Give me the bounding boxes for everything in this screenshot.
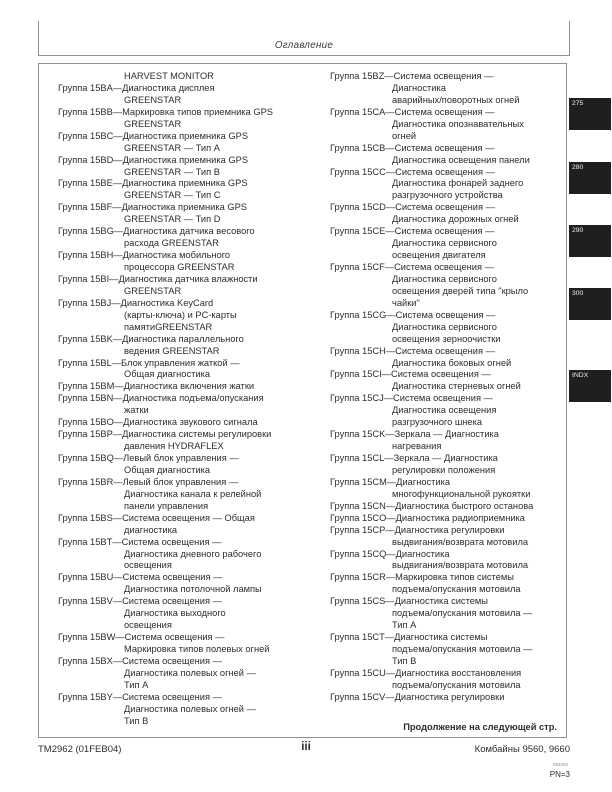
toc-line: Группа 15BX—Система освещения — bbox=[58, 655, 222, 666]
toc-line: выдвигания/возврата мотовила bbox=[392, 560, 529, 571]
toc-line: Группа 15CH—Система освещения — bbox=[330, 345, 495, 356]
toc-line: Тип A bbox=[124, 679, 149, 690]
toc-line: освещения двигателя bbox=[392, 250, 486, 261]
toc-line: чайки" bbox=[392, 297, 420, 308]
toc-line: Группа 15CN—Диагностика быстрого останова bbox=[330, 500, 534, 511]
toc-entry bbox=[58, 453, 310, 477]
toc-line: Группа 15BQ—Левый блок управления — bbox=[58, 453, 239, 463]
toc-entry bbox=[58, 381, 310, 393]
footer-pn-code: PN=3 bbox=[549, 770, 570, 779]
toc-line: Группа 15BH—Диагностика мобильного bbox=[58, 250, 231, 261]
side-tab-275: 275 bbox=[569, 98, 611, 130]
toc-line: Диагностика стерневых огней bbox=[392, 381, 521, 392]
toc-line: Группа 15CE—Система освещения — bbox=[330, 226, 495, 237]
toc-line: GREENSTAR — Тип D bbox=[124, 214, 221, 225]
toc-line: Группа 15CK—Зеркала — Диагностика bbox=[330, 429, 499, 440]
toc-entry bbox=[330, 262, 568, 310]
toc-line: Группа 15BA—Диагностика дисплея bbox=[58, 82, 215, 93]
toc-line: Группа 15BD—Диагностика приемника GPS bbox=[58, 154, 249, 165]
toc-line: Группа 15BK—Диагностика параллельного bbox=[58, 333, 244, 344]
toc-line: освещения дверей типа "крыло bbox=[392, 285, 529, 296]
toc-line: Группа 15CT—Диагностика системы bbox=[330, 632, 488, 643]
toc-entry bbox=[330, 346, 568, 370]
toc-line: Диагностика полевых огней — bbox=[124, 667, 256, 678]
toc-line: нагревания bbox=[392, 441, 442, 452]
toc-entry bbox=[58, 226, 310, 250]
toc-line: Диагностика дорожных огней bbox=[392, 214, 519, 225]
toc-line: разгрузочного шнека bbox=[392, 417, 483, 428]
toc-line: Группа 15BP—Диагностика системы регулировки bbox=[58, 429, 272, 440]
toc-entry bbox=[58, 83, 310, 107]
toc-line: Группа 15BB—Маркировка типов приемника GPS bbox=[58, 106, 273, 117]
toc-line: освещения bbox=[124, 560, 172, 571]
toc-line: подъема/опускания мотовила — bbox=[392, 608, 533, 619]
toc-line: Общая диагностика bbox=[124, 369, 211, 380]
footer-manual-code: TM2962 (01FEB04) bbox=[38, 744, 122, 755]
toc-line: регулировки положения bbox=[392, 464, 496, 475]
toc-entry bbox=[330, 453, 568, 477]
toc-line: Диагностика освещения bbox=[392, 405, 497, 416]
toc-line: Диагностика выходного bbox=[124, 608, 226, 619]
toc-entry bbox=[58, 131, 310, 155]
toc-entry bbox=[58, 429, 310, 453]
toc-line: Группа 15BZ—Система освещения — bbox=[330, 71, 494, 81]
toc-line: Группа 15CQ—Диагностика bbox=[330, 548, 450, 559]
toc-entry bbox=[58, 417, 310, 429]
toc-entry bbox=[58, 298, 310, 334]
toc-line: давления HYDRAFLEX bbox=[124, 441, 224, 452]
toc-line: ведения GREENSTAR bbox=[124, 345, 220, 356]
toc-line: Группа 15CF—Система освещения — bbox=[330, 262, 494, 272]
toc-entry bbox=[330, 692, 568, 704]
toc-line: Группа 15CP—Диагностика регулировки bbox=[330, 524, 505, 535]
footer-model-name: Комбайны 9560, 9660 bbox=[474, 744, 570, 755]
toc-line: процессора GREENSTAR bbox=[124, 262, 235, 272]
toc-line: Группа 15BI—Диагностика датчика влажности bbox=[58, 273, 258, 284]
header-box bbox=[38, 21, 570, 56]
toc-line: Группа 15CA—Система освещения — bbox=[330, 106, 495, 117]
toc-line: GREENSTAR bbox=[124, 285, 182, 296]
toc-line: Группа 15BJ—Диагностика KeyCard bbox=[58, 297, 214, 308]
toc-line: (карты-ключа) и PC-карты bbox=[124, 309, 237, 320]
toc-line: Группа 15BS—Система освещения — Общая bbox=[58, 512, 255, 523]
toc-line: Диагностика сервисного bbox=[392, 321, 497, 332]
toc-line: многофункциональной рукоятки bbox=[392, 488, 531, 499]
footer-print-code: 062204 bbox=[552, 762, 568, 767]
toc-line: Диагностика полевых огней — bbox=[124, 703, 256, 714]
toc-entry bbox=[330, 549, 568, 573]
toc-entry bbox=[330, 167, 568, 203]
toc-column-left bbox=[58, 71, 310, 728]
toc-line: Группа 15BC—Диагностика приемника GPS bbox=[58, 130, 249, 141]
toc-line: Группа 15BW—Система освещения — bbox=[58, 632, 225, 643]
toc-line: расхода GREENSTAR bbox=[124, 238, 219, 249]
toc-entry bbox=[330, 596, 568, 632]
toc-line: GREENSTAR — Тип B bbox=[124, 166, 220, 177]
toc-line: Диагностика сервисного bbox=[392, 273, 497, 284]
toc-line: Диагностика сервисного bbox=[392, 238, 497, 249]
toc-entry bbox=[330, 310, 568, 346]
toc-entry bbox=[330, 143, 568, 167]
toc-line: Группа 15BT—Система освещения — bbox=[58, 536, 222, 547]
toc-entry bbox=[58, 692, 310, 728]
toc-entry bbox=[58, 250, 310, 274]
toc-entry bbox=[330, 393, 568, 429]
toc-entry bbox=[330, 501, 568, 513]
toc-entry bbox=[58, 477, 310, 513]
toc-entry bbox=[58, 334, 310, 358]
footer-page-number: iii bbox=[301, 741, 311, 753]
toc-line: Группа 15CC—Система освещения — bbox=[330, 166, 495, 177]
toc-line: Тип B bbox=[124, 715, 149, 726]
toc-entry bbox=[58, 656, 310, 692]
toc-entry bbox=[58, 155, 310, 179]
toc-line: Диагностика bbox=[392, 82, 446, 93]
toc-line: Группа 15BE—Диагностика приемника GPS bbox=[58, 178, 248, 189]
side-tab-300: 300 bbox=[569, 288, 611, 320]
toc-entry bbox=[58, 107, 310, 131]
toc-line: Диагностика дневного рабочего bbox=[124, 548, 262, 559]
toc-entry bbox=[330, 525, 568, 549]
toc-line: памятиGREENSTAR bbox=[124, 321, 213, 332]
toc-line: Группа 15BM—Диагностика включения жатки bbox=[58, 381, 255, 392]
toc-line: Группа 15BG—Диагностика датчика весового bbox=[58, 226, 255, 237]
toc-line: Группа 15BN—Диагностика подъема/опускания bbox=[58, 393, 264, 404]
toc-entry bbox=[58, 393, 310, 417]
page-title: Оглавление bbox=[274, 40, 334, 51]
toc-line: Группа 15BY—Система освещения — bbox=[58, 691, 222, 702]
toc-line: Группа 15BF—Диагностика приемника GPS bbox=[58, 202, 247, 213]
toc-line: подъема/опускания мотовила bbox=[392, 679, 521, 690]
toc-line: выдвигания/возврата мотовила bbox=[392, 536, 529, 547]
toc-line: Тип B bbox=[392, 655, 417, 666]
toc-line: Группа 15CB—Система освещения — bbox=[330, 142, 495, 153]
toc-line: HARVEST MONITOR bbox=[124, 71, 214, 81]
toc-line: диагностика bbox=[124, 524, 178, 535]
toc-entry bbox=[58, 274, 310, 298]
toc-entry bbox=[58, 596, 310, 632]
toc-line: огней bbox=[392, 130, 417, 141]
toc-line: GREENSTAR — Тип C bbox=[124, 190, 221, 201]
toc-line: Группа 15CO—Диагностика радиоприемника bbox=[330, 512, 525, 523]
toc-line: разгрузочного устройства bbox=[392, 190, 503, 201]
toc-entry bbox=[58, 358, 310, 382]
toc-line: Группа 15CJ—Система освещения — bbox=[330, 393, 493, 404]
toc-box bbox=[38, 63, 567, 738]
toc-entry bbox=[58, 202, 310, 226]
toc-line: Группа 15CS—Диагностика системы bbox=[330, 596, 488, 607]
toc-entry bbox=[330, 513, 568, 525]
toc-line: Тип A bbox=[392, 620, 417, 631]
toc-entry bbox=[58, 572, 310, 596]
toc-entry bbox=[330, 202, 568, 226]
toc-line: GREENSTAR — Тип A bbox=[124, 142, 220, 153]
toc-line: подъема/опускания мотовила — bbox=[392, 644, 533, 654]
toc-line: GREENSTAR bbox=[124, 94, 182, 105]
toc-line: панели управления bbox=[124, 500, 209, 511]
toc-line: Группа 15CI—Система освещения — bbox=[330, 369, 491, 380]
toc-entry bbox=[58, 632, 310, 656]
toc-line: Группа 15CL—Зеркала — Диагностика bbox=[330, 453, 498, 463]
toc-entry bbox=[58, 513, 310, 537]
toc-entry bbox=[58, 178, 310, 202]
side-tab-280: 280 bbox=[569, 162, 611, 194]
toc-line: Диагностика опознавательных bbox=[392, 118, 524, 129]
toc-entry bbox=[330, 71, 568, 107]
toc-entry bbox=[330, 668, 568, 692]
toc-line: Группа 15BL—Блок управления жаткой — bbox=[58, 357, 240, 368]
toc-line: Общая диагностика bbox=[124, 464, 211, 475]
toc-line: Группа 15CD—Система освещения — bbox=[330, 202, 495, 213]
toc-line: подъема/опускания мотовила bbox=[392, 584, 521, 595]
toc-line: Группа 15CG—Система освещения — bbox=[330, 309, 496, 320]
toc-entry bbox=[330, 572, 568, 596]
toc-entry bbox=[330, 107, 568, 143]
toc-line: жатки bbox=[124, 405, 149, 416]
toc-entry bbox=[58, 71, 310, 83]
toc-line: Группа 15BO—Диагностика звукового сигнала bbox=[58, 417, 258, 428]
toc-line: Группа 15CV—Диагностика регулировки bbox=[330, 691, 505, 702]
side-tab-290: 290 bbox=[569, 225, 611, 257]
continued-note: Продолжение на следующей стр. bbox=[403, 722, 557, 732]
toc-line: Маркировка типов полевых огней bbox=[124, 644, 270, 654]
toc-entry bbox=[330, 429, 568, 453]
toc-line: Диагностика канала к релейной bbox=[124, 488, 262, 499]
toc-line: аварийных/поворотных огней bbox=[392, 94, 520, 105]
toc-entry bbox=[330, 477, 568, 501]
toc-line: Группа 15BR—Левый блок управления — bbox=[58, 476, 239, 487]
side-tab-indx: INDX bbox=[569, 370, 611, 402]
toc-line: Группа 15CU—Диагностика восстановления bbox=[330, 667, 522, 678]
toc-line: освещения bbox=[124, 620, 172, 631]
toc-line: Группа 15CM—Диагностика bbox=[330, 476, 451, 487]
toc-line: Диагностика потолочной лампы bbox=[124, 584, 262, 595]
toc-line: Группа 15BU—Система освещения — bbox=[58, 572, 223, 583]
toc-entry bbox=[330, 369, 568, 393]
toc-line: Группа 15CR—Маркировка типов системы bbox=[330, 572, 514, 583]
toc-entry bbox=[58, 537, 310, 573]
toc-entry bbox=[330, 226, 568, 262]
toc-line: освещения зерноочистки bbox=[392, 333, 501, 344]
toc-entry bbox=[330, 632, 568, 668]
toc-line: Диагностика освещения панели bbox=[392, 154, 530, 165]
toc-line: Диагностика боковых огней bbox=[392, 357, 512, 368]
toc-line: GREENSTAR bbox=[124, 118, 182, 129]
toc-line: Диагностика фонарей заднего bbox=[392, 178, 524, 189]
toc-column-right bbox=[330, 71, 568, 704]
toc-line: Группа 15BV—Система освещения — bbox=[58, 596, 222, 607]
